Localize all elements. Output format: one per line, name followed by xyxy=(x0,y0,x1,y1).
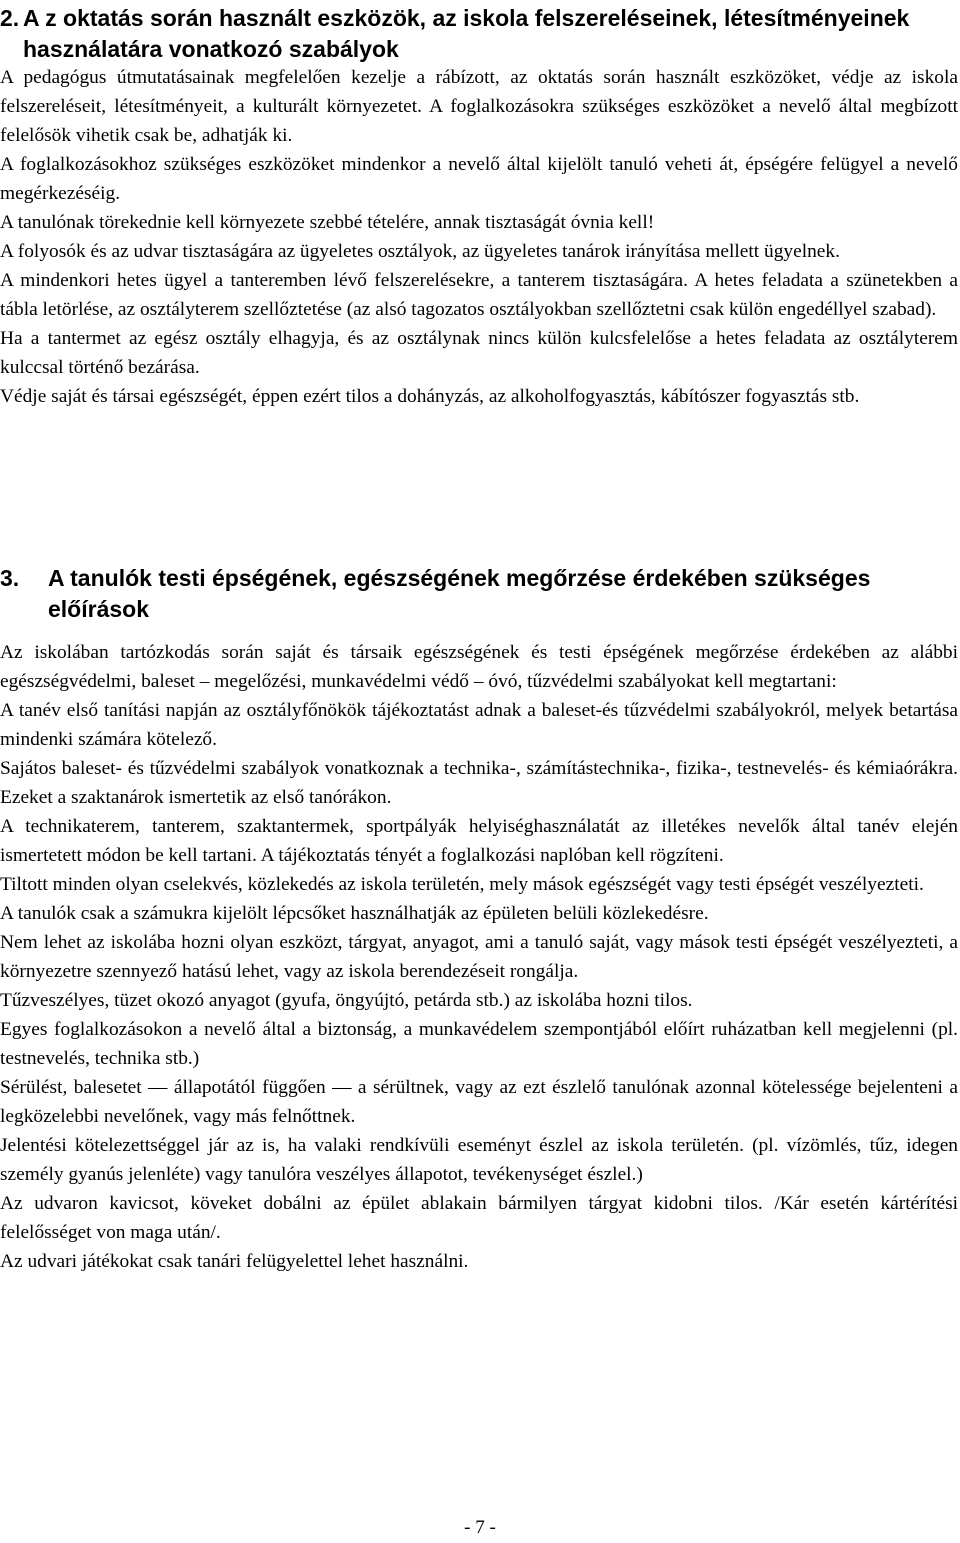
paragraph: Az udvaron kavicsot, köveket dobálni az épület ablakain bármilyen tárgyat kidobni tilos. /Kár esetén kártérítési felelősséget von maga után/. xyxy=(0,1193,958,1243)
section-2-number: 2. xyxy=(0,5,20,31)
paragraph: Az iskolában tartózkodás során saját és társaik egészségének és testi épségének megőrzése érdekében az alábbi egészségvédelmi, baleset – megelőzési, munkavédelmi védő – óvó, tűzvédelmi szabályokat kell megtartani: xyxy=(0,642,958,692)
paragraph: Sajátos baleset- és tűzvédelmi szabályok vonatkoznak a technika-, számítástechnika-, fizika-, testnevelés- és kémiaórákra. Ezeket a szaktanárok ismertetik az első tanórákon. xyxy=(0,758,958,808)
paragraph: A folyosók és az udvar tisztaságára az ügyeletes osztályok, az ügyeletes tanárok irányítása mellett ügyelnek. xyxy=(0,241,840,262)
paragraph: A foglalkozásokhoz szükséges eszközöket mindenkor a nevelő által kijelölt tanuló veheti át, épségére felügyel a nevelő megérkezéséig. xyxy=(0,154,958,204)
paragraph: Védje saját és társai egészségét, éppen ezért tilos a dohányzás, az alkoholfogyasztás, kábítószer fogyasztás stb. xyxy=(0,386,860,407)
paragraph: A pedagógus útmutatásainak megfelelően kezelje a rábízott, az oktatás során használt eszközöket, védje az iskola felszereléseit, létesítményeit, a kulturált környezetet. A foglalkozásokra szükséges eszközöket a nevelő által megbízott felelősök vihetik csak be, adhatják ki. xyxy=(0,67,958,146)
section-2-heading xyxy=(0,3,958,65)
paragraph: Tiltott minden olyan cselekvés, közlekedés az iskola területén, mely mások egészségét vagy testi épségét veszélyezteti. xyxy=(0,874,924,895)
section-2-title: A z oktatás során használt eszközök, az iskola felszereléseinek, létesítményeinek használatára vonatkozó szabályok xyxy=(23,5,910,62)
paragraph: Jelentési kötelezettséggel jár az is, ha valaki rendkívüli eseményt észlel az iskola területén. (pl. vízömlés, tűz, idegen személy gyanús jelenléte) vagy tanulóra veszélyes állapotot, tevékenységet észlel.) xyxy=(0,1135,958,1185)
paragraph: Egyes foglalkozásokon a nevelő által a biztonság, a munkavédelem szempontjából előírt ruházatban kell megjelenni (pl. testnevelés, technika stb.) xyxy=(0,1019,958,1069)
section-3-number: 3. xyxy=(0,565,20,591)
paragraph: Tűzveszélyes, tüzet okozó anyagot (gyufa, öngyújtó, petárda stb.) az iskolába hozni tilos. xyxy=(0,990,693,1011)
paragraph: Sérülést, balesetet — állapotától függően — a sérültnek, vagy az ezt észlelő tanulónak azonnal kötelessége bejelenteni a legközelebbi nevelőnek, vagy más felnőttnek. xyxy=(0,1077,958,1127)
page-number: - 7 - xyxy=(464,1517,496,1538)
section-3-body xyxy=(0,638,958,1276)
paragraph: Ha a tantermet az egész osztály elhagyja, és az osztálynak nincs külön kulcsfelelőse a hetes feladata az osztályterem kulccsal történő bezárása. xyxy=(0,328,958,378)
paragraph: A technikaterem, tanterem, szaktantermek, sportpályák helyiséghasználatát az illetékes nevelők által tanév elején ismertetett módon be kell tartani. A tájékoztatás tényét a foglalkozási naplóban kell rögzíteni. xyxy=(0,816,958,866)
section-2-body xyxy=(0,63,958,411)
paragraph: Az udvari játékokat csak tanári felügyelettel lehet használni. xyxy=(0,1251,469,1272)
paragraph: A tanulók csak a számukra kijelölt lépcsőket használhatják az épületen belüli közlekedésre. xyxy=(0,903,709,924)
paragraph: A tanév első tanítási napján az osztályfőnökök tájékoztatást adnak a baleset-és tűzvédelmi szabályokról, melyek betartása mindenki számára kötelező. xyxy=(0,700,958,750)
section-3-heading xyxy=(0,563,958,625)
section-3-title: A tanulók testi épségének, egészségének megőrzése érdekében szükséges előírások xyxy=(48,565,871,622)
paragraph: Nem lehet az iskolába hozni olyan eszközt, tárgyat, anyagot, ami a tanuló saját, vagy mások testi épségét veszélyezteti, a környezetre szennyező hatású lehet, vagy az iskola berendezéseit rongálja. xyxy=(0,932,958,982)
paragraph: A mindenkori hetes ügyel a tanteremben lévő felszerelésekre, a tanterem tisztaságára. A hetes feladata a szünetekben a tábla letörlése, az osztályterem szellőztetése (az alsó tagozatos osztályokban szellőztetni csak külön engedéllyel szabad). xyxy=(0,270,958,320)
paragraph: A tanulónak törekednie kell környezete szebbé tételére, annak tisztaságát óvnia kell! xyxy=(0,212,655,233)
